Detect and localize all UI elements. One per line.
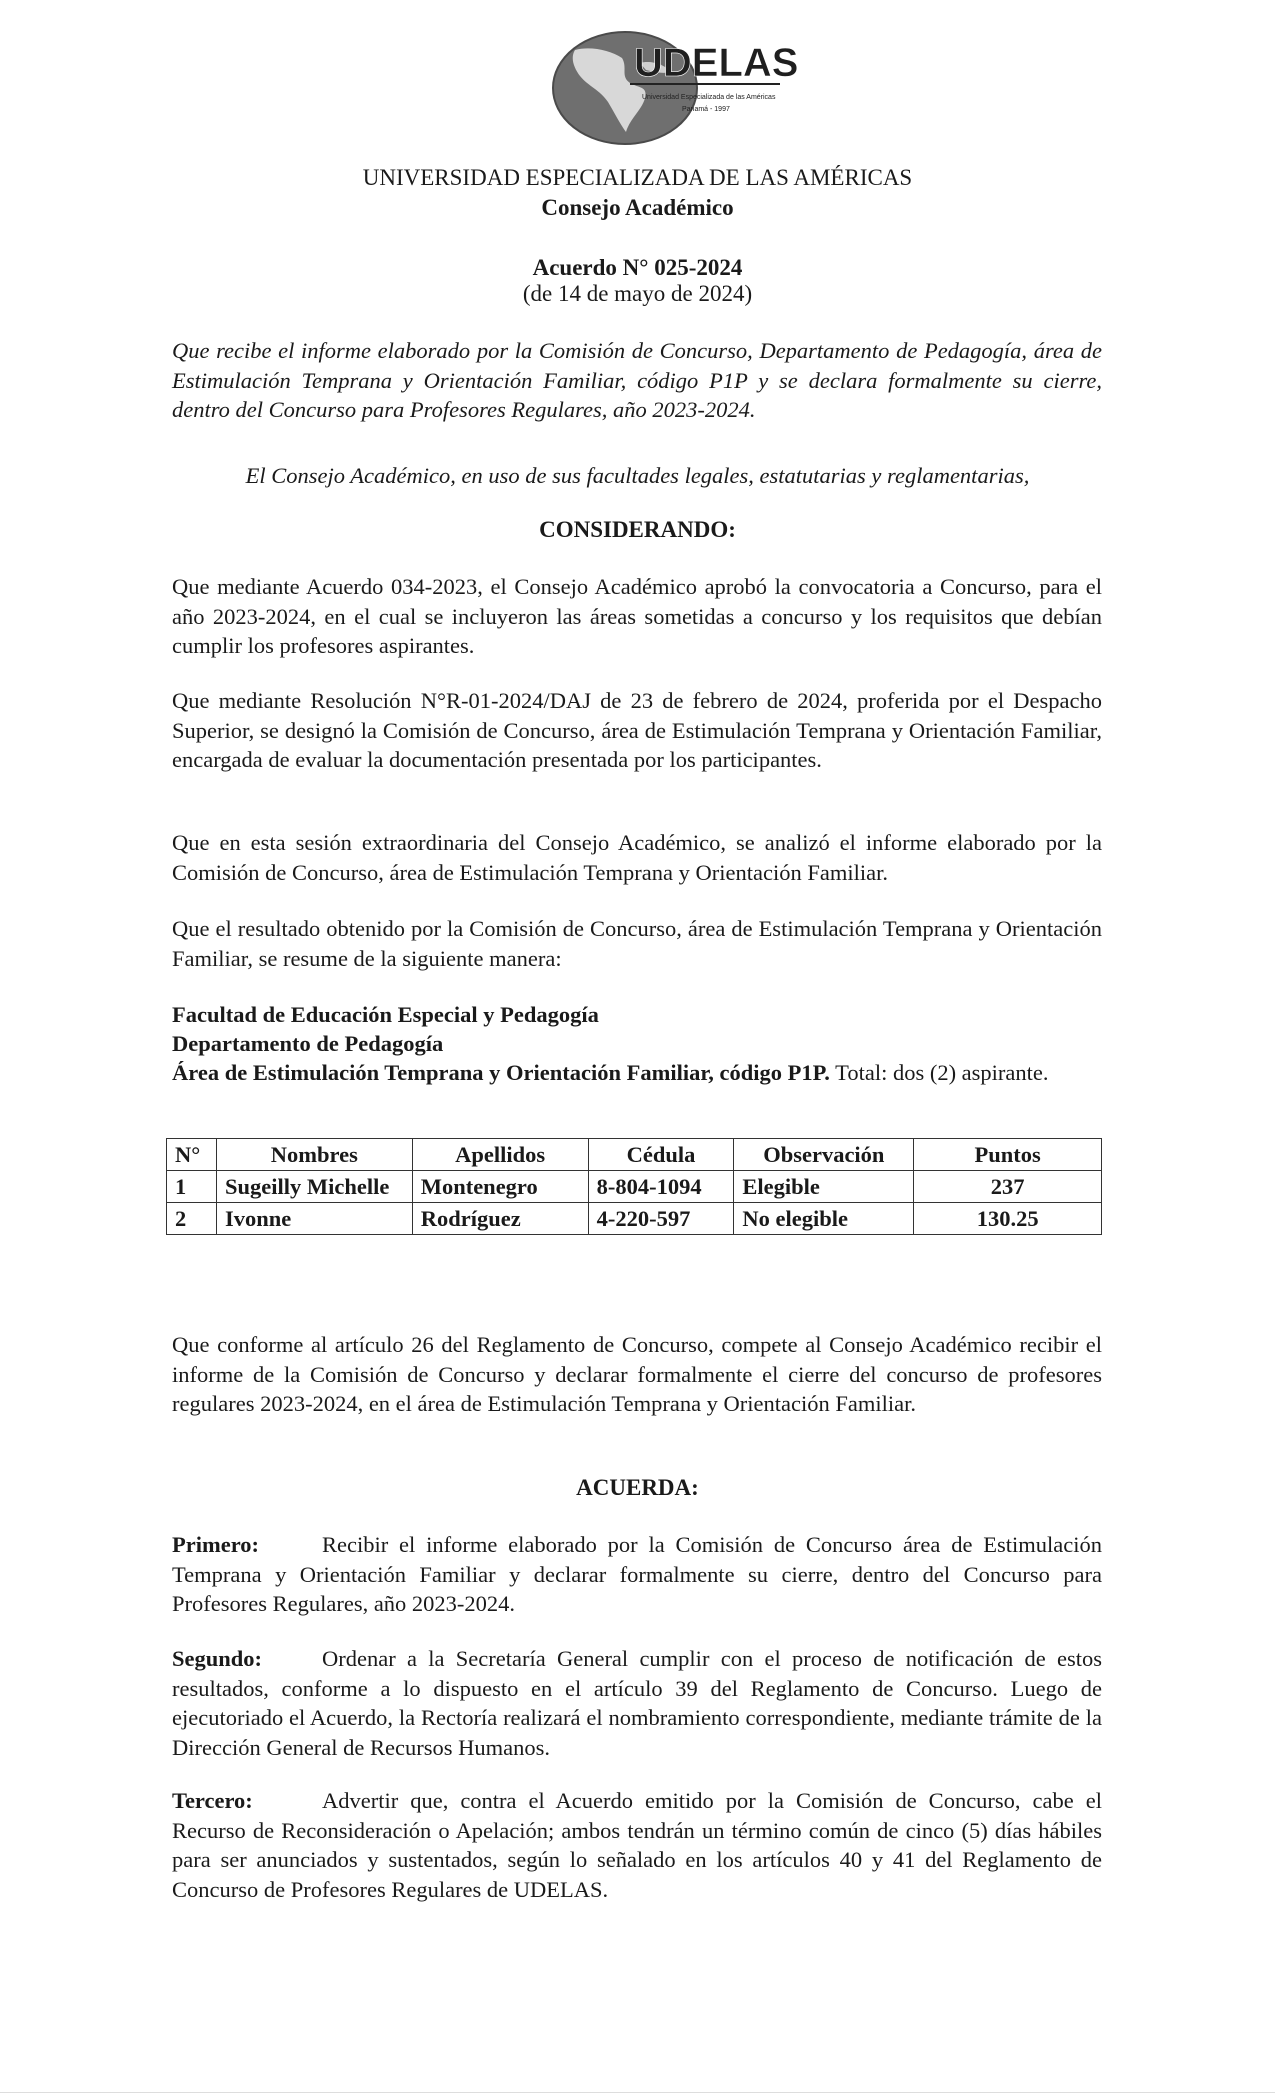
col-header-number: N° [167, 1139, 217, 1171]
consideration-3: Que en esta sesión extraordinaria del Consejo Académico, se analizó el informe elaborado por la Comisión de Concurso, área de Estimulación Temprana y Orientación Familiar. [172, 830, 1102, 885]
council-name: Consejo Académico [541, 195, 734, 220]
cell-id: 8-804-1094 [588, 1171, 734, 1203]
department-name: Departamento de Pedagogía [172, 1031, 444, 1056]
table-row [167, 1203, 1102, 1235]
resolution-text: Recibir el informe elaborado por la Comisión de Concurso área de Estimulación Temprana y Orientación Familiar y declarar formalmente su cierre, dentro del Concurso para Profesores Regulares, año 2023-2024. [172, 1532, 1102, 1616]
area-name: Área de Estimulación Temprana y Orientación Familiar, código P1P. [172, 1060, 830, 1085]
preamble: El Consejo Académico, en uso de sus facultades legales, estatutarias y reglamentarias, [245, 463, 1030, 488]
area-total: Total: dos (2) aspirante. [829, 1060, 1049, 1085]
final-consideration: Que conforme al artículo 26 del Reglamento de Concurso, compete al Consejo Académico recibir el informe de la Comisión de Concurso y declarar formalmente el cierre del concurso de profesores regulares 2023-2024, en el área de Estimulación Temprana y Orientación Familiar. [172, 1332, 1102, 1416]
agreement-date: (de 14 de mayo de 2024) [522, 281, 753, 306]
udelas-logo [530, 28, 800, 146]
svg-text:UDELAS: UDELAS [634, 41, 799, 85]
resolution-text: Ordenar a la Secretaría General cumplir con el proceso de notificación de estos resultados, conforme a lo dispuesto en el artículo 39 del Reglamento de Concurso. Luego de ejecutoriado el Acuerdo, la Rectoría realizará el nombramiento correspondiente, mediante trámite de la Dirección General de Recursos Humanos. [172, 1646, 1102, 1760]
resolution-second [172, 1644, 1102, 1762]
col-header-points: Puntos [914, 1139, 1102, 1171]
col-header-id: Cédula [588, 1139, 734, 1171]
cell-id: 4-220-597 [588, 1203, 734, 1235]
cell-names: Sugeilly Michelle [216, 1171, 412, 1203]
cell-surnames: Montenegro [412, 1171, 588, 1203]
cell-surnames: Rodríguez [412, 1203, 588, 1235]
scan-edge-line [0, 2092, 1275, 2093]
resolution-label: Tercero: [172, 1788, 253, 1813]
agreement-summary: Que recibe el informe elaborado por la Comisión de Concurso, Departamento de Pedagogía, área de Estimulación Temprana y Orientación Familiar, código P1P y se declara formalmente su cierre, dentro del Concurso para Profesores Regulares, año 2023-2024. [172, 338, 1102, 422]
cell-points: 237 [914, 1171, 1102, 1203]
table-row [167, 1171, 1102, 1203]
cell-names: Ivonne [216, 1203, 412, 1235]
resolution-first [172, 1530, 1102, 1619]
col-header-surnames: Apellidos [412, 1139, 588, 1171]
cell-observation: No elegible [734, 1203, 914, 1235]
agreement-number: Acuerdo N° 025-2024 [532, 255, 743, 280]
col-header-names: Nombres [216, 1139, 412, 1171]
cell-number: 2 [167, 1203, 217, 1235]
results-table [166, 1138, 1102, 1235]
svg-text:Universidad Especializada de l: Universidad Especializada de las Américas [642, 94, 776, 101]
svg-text:Panamá - 1997: Panamá - 1997 [682, 106, 730, 113]
cell-points: 130.25 [914, 1203, 1102, 1235]
consideration-2: Que mediante Resolución N°R-01-2024/DAJ de 23 de febrero de 2024, proferida por el Despacho Superior, se designó la Comisión de Concurso, área de Estimulación Temprana y Orientación Familiar, encargada de evaluar la documentación presentada por los participantes. [172, 688, 1102, 772]
faculty-name: Facultad de Educación Especial y Pedagogía [172, 1002, 599, 1027]
col-header-observation: Observación [734, 1139, 914, 1171]
institution-name: UNIVERSIDAD ESPECIALIZADA DE LAS AMÉRICAS [362, 165, 913, 190]
resolution-label: Segundo: [172, 1646, 263, 1671]
considering-heading: CONSIDERANDO: [539, 517, 736, 542]
area-line [172, 1058, 1102, 1087]
agrees-heading: ACUERDA: [576, 1475, 699, 1500]
resolution-text: Advertir que, contra el Acuerdo emitido por la Comisión de Concurso, cabe el Recurso de Reconsideración o Apelación; ambos tendrán un término común de cinco (5) días hábiles para ser anunciados y sustentados, según lo señalado en los artículos 40 y 41 del Reglamento de Concurso de Profesores Regulares de UDELAS. [172, 1788, 1102, 1902]
consideration-1: Que mediante Acuerdo 034-2023, el Consejo Académico aprobó la convocatoria a Concurso, para el año 2023-2024, en el cual se incluyeron las áreas sometidas a concurso y los requisitos que debían cumplir los profesores aspirantes. [172, 574, 1102, 658]
cell-observation: Elegible [734, 1171, 914, 1203]
consideration-4: Que el resultado obtenido por la Comisión de Concurso, área de Estimulación Temprana y Orientación Familiar, se resume de la siguiente manera: [172, 916, 1102, 971]
table-header-row [167, 1139, 1102, 1171]
resolution-label: Primero: [172, 1532, 260, 1557]
resolution-third [172, 1786, 1102, 1904]
cell-number: 1 [167, 1171, 217, 1203]
